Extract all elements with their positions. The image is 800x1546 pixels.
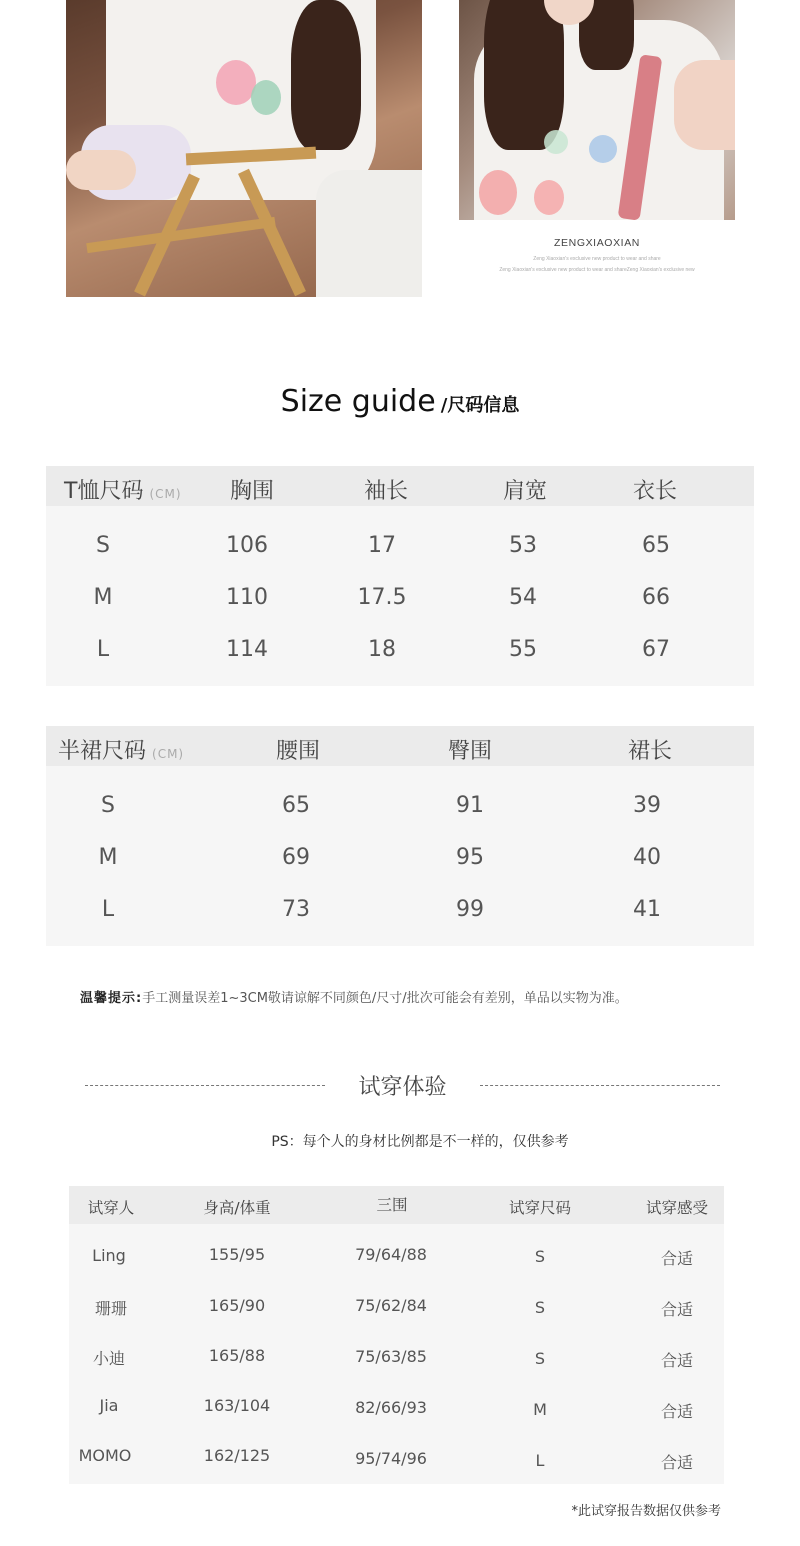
table-cell: 65 — [642, 533, 670, 558]
table-cell: 106 — [226, 533, 268, 558]
model-hair — [484, 0, 564, 150]
table-cell: 67 — [642, 637, 670, 662]
table-cell: M — [98, 845, 118, 870]
divider — [480, 1085, 720, 1086]
unit-label: (CM) — [149, 487, 182, 501]
tote-bag — [316, 170, 422, 297]
table-cell: 小迪 — [92, 1349, 126, 1368]
table-cell: 合适 — [660, 1402, 694, 1421]
header-size-label: T恤尺码 — [64, 479, 144, 504]
table-cell: 75/63/85 — [355, 1347, 427, 1366]
header-height-weight: 身高/体重 — [203, 1199, 271, 1217]
table-cell: M — [93, 585, 113, 610]
tulip-print — [479, 170, 517, 215]
tip-label: 温馨提示: — [80, 991, 143, 1006]
size-guide-subtitle: /尺码信息 — [440, 395, 520, 416]
measurement-tip — [80, 987, 760, 1006]
header-measurements: 三围 — [376, 1196, 408, 1214]
bubble-print — [544, 130, 568, 154]
table-cell: 合适 — [660, 1300, 694, 1319]
tshirt-size-table — [46, 466, 754, 686]
table-cell: 95/74/96 — [355, 1449, 427, 1468]
model-hand — [674, 60, 735, 150]
tryon-title: 试穿体验 — [358, 1075, 447, 1100]
table-cell: MOMO — [78, 1446, 132, 1465]
header-waist: 腰围 — [275, 739, 321, 764]
brand-tagline: Zeng Xiaoxian's exclusive new product to wear and share — [533, 256, 661, 262]
table-cell: M — [533, 1400, 547, 1419]
table-cell: 珊珊 — [94, 1299, 128, 1318]
table-cell: 40 — [633, 845, 661, 870]
chair-frame — [86, 217, 276, 253]
table-cell: 54 — [509, 585, 537, 610]
table-cell: 合适 — [660, 1453, 694, 1472]
table-cell: Jia — [99, 1396, 119, 1415]
table-cell: 91 — [456, 793, 484, 818]
table-cell: 合适 — [660, 1351, 694, 1370]
table-cell: L — [535, 1451, 545, 1470]
table-cell: 18 — [368, 637, 396, 662]
header-size-label: 半裙尺码 — [58, 739, 147, 764]
table-cell: 82/66/93 — [355, 1398, 427, 1417]
header-chest: 胸围 — [229, 479, 275, 504]
table-cell: 165/88 — [208, 1346, 266, 1365]
table-cell: 79/64/88 — [355, 1245, 427, 1264]
header-shoulder: 肩宽 — [502, 479, 548, 504]
header-fit-feeling: 试穿感受 — [645, 1199, 709, 1217]
product-photo-right — [459, 0, 735, 220]
table-cell: 95 — [456, 845, 484, 870]
table-cell: L — [96, 637, 110, 662]
leaf-print — [251, 80, 281, 115]
brand-tagline: Zeng Xiaoxian's exclusive new product to wear and shareZeng Xiaoxian's exclusive new — [499, 267, 695, 273]
model-hair-front — [291, 0, 361, 150]
tryon-table — [69, 1186, 724, 1484]
brand-title: ZENGXIAOXIAN — [554, 237, 640, 249]
table-cell: 41 — [633, 897, 661, 922]
table-cell: 69 — [282, 845, 310, 870]
header-tried-size: 试穿尺码 — [508, 1199, 572, 1217]
table-cell: 99 — [456, 897, 484, 922]
divider — [85, 1085, 325, 1086]
table-header — [46, 726, 754, 766]
header-length: 衣长 — [632, 479, 678, 504]
skirt-size-table — [46, 726, 754, 946]
table-cell: S — [96, 533, 110, 558]
butterfly-print — [589, 135, 617, 163]
unit-label: (CM) — [152, 747, 185, 761]
table-cell: 53 — [509, 533, 537, 558]
table-cell: 66 — [642, 585, 670, 610]
table-cell: 75/62/84 — [355, 1296, 427, 1315]
model-leg — [66, 150, 136, 190]
table-cell: 155/95 — [208, 1245, 266, 1264]
header-size — [58, 734, 184, 765]
table-cell: 合适 — [660, 1249, 694, 1268]
header-sleeve: 袖长 — [363, 479, 409, 504]
table-cell: 162/125 — [203, 1446, 271, 1465]
table-cell: 110 — [226, 585, 268, 610]
header-skirt-length: 裙长 — [627, 739, 673, 764]
table-header — [69, 1186, 724, 1224]
table-cell: S — [534, 1349, 546, 1368]
table-cell: 114 — [226, 637, 268, 662]
table-cell: 39 — [633, 793, 661, 818]
table-cell: 17.5 — [357, 585, 407, 610]
tryon-note: PS：每个人的身材比例都是不一样的，仅供参考 — [271, 1134, 569, 1150]
tulip-print — [216, 60, 256, 105]
table-cell: 73 — [282, 897, 310, 922]
tulip-print — [534, 180, 564, 215]
header-hip: 臀围 — [447, 739, 493, 764]
table-cell: L — [101, 897, 115, 922]
header-tester: 试穿人 — [87, 1199, 135, 1217]
table-cell: S — [534, 1247, 546, 1266]
table-cell: S — [101, 793, 115, 818]
table-cell: 163/104 — [203, 1396, 271, 1415]
table-cell: 165/90 — [208, 1296, 266, 1315]
header-size — [64, 474, 182, 505]
table-header — [46, 466, 754, 506]
table-cell: 65 — [282, 793, 310, 818]
tryon-title-row — [85, 1068, 720, 1102]
table-cell: S — [534, 1298, 546, 1317]
size-guide-heading — [0, 384, 800, 419]
size-guide-title: Size guide — [280, 384, 436, 419]
table-cell: Ling — [92, 1246, 126, 1265]
product-photo-left — [66, 0, 422, 297]
table-cell: 17 — [368, 533, 396, 558]
tip-text: 手工测量误差1~3CM敬请谅解不同颜色/尺寸/批次可能会有差别，单品以实物为准。 — [142, 991, 628, 1006]
table-cell: 55 — [509, 637, 537, 662]
tryon-footnote: *此试穿报告数据仅供参考 — [571, 1504, 721, 1519]
